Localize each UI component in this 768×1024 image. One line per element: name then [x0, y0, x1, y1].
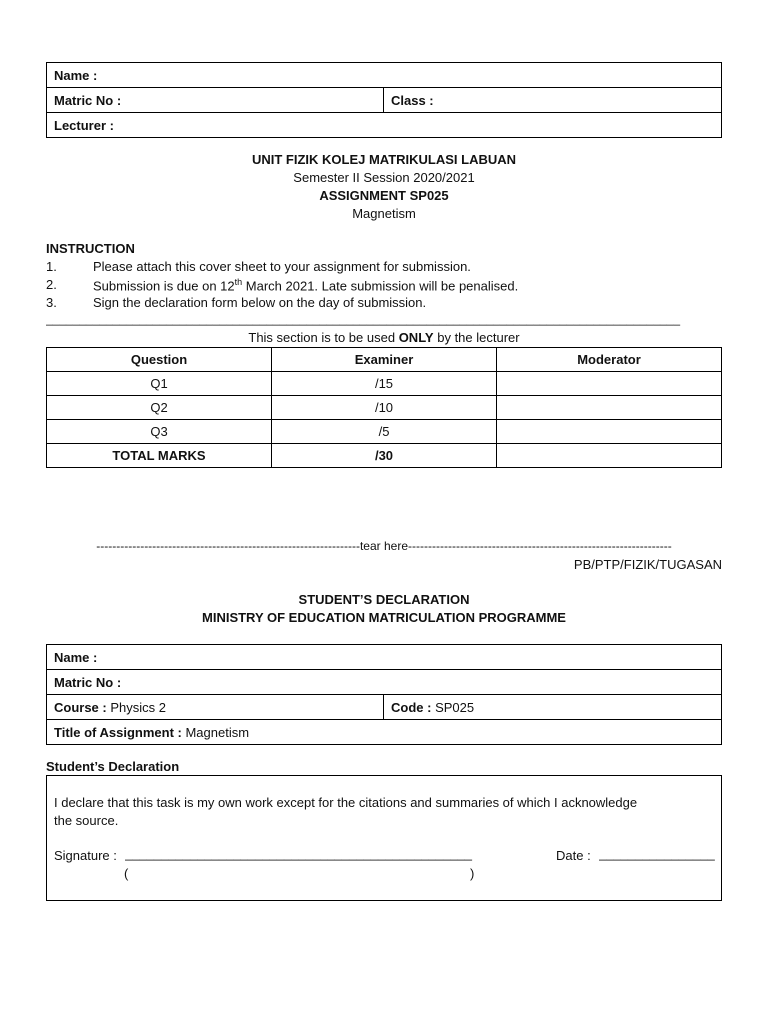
separator-line: _______________________________________________________________________________________________ [46, 312, 681, 326]
code-value: SP025 [435, 699, 475, 715]
course-code-row [47, 694, 721, 719]
course-cell [47, 695, 384, 719]
examiner-header: Examiner [272, 348, 497, 372]
question-cell: Q2 [47, 396, 272, 420]
student-declaration-heading: Student’s Declaration [46, 759, 180, 774]
examiner-cell: /5 [272, 420, 497, 444]
declaration-text-2: the source. [54, 813, 119, 828]
signature-line: ________________________________________________ [125, 846, 473, 861]
name-paren-open: ( [124, 866, 129, 881]
assignment-title-value: Magnetism [185, 724, 250, 740]
marks-header-row [47, 348, 722, 372]
student-name-row [47, 645, 721, 669]
assignment-title: ASSIGNMENT SP025 [319, 188, 449, 203]
table-row [47, 396, 722, 420]
moderator-header: Moderator [497, 348, 722, 372]
total-moderator-cell [497, 444, 722, 468]
name-row [47, 63, 721, 87]
signature-label: Signature : [54, 848, 117, 863]
code-cell [384, 695, 474, 719]
instruction-num-2: 2. [46, 277, 57, 292]
marks-table [46, 347, 722, 468]
code-label: Code : [391, 699, 432, 715]
student-form [46, 644, 722, 745]
total-row [47, 444, 722, 468]
declaration-box [46, 775, 722, 901]
instruction-item-2 [93, 277, 518, 293]
question-cell: Q3 [47, 420, 272, 444]
instruction-item-2-after: March 2021. Late submission will be penalised. [242, 278, 519, 294]
instruction-num-3: 3. [46, 295, 57, 310]
name-paren-close: ) [470, 866, 475, 881]
assignment-title-cell [47, 720, 249, 744]
session-text: Semester II Session 2020/2021 [293, 170, 475, 185]
note-only: ONLY [398, 330, 434, 345]
note-after: by the lecturer [433, 330, 520, 345]
ministry-title: MINISTRY OF EDUCATION MATRICULATION PROGRAMME [202, 610, 566, 625]
class-label: Class : [391, 92, 434, 108]
instruction-heading: INSTRUCTION [46, 241, 135, 256]
tear-line: ------------------------------------------------------------------tear here------------------------------------------------------------------ [96, 539, 672, 553]
instruction-item-3: Sign the declaration form below on the day of submission. [93, 295, 427, 310]
moderator-cell [497, 396, 722, 420]
note-before: This section is to be used [248, 330, 399, 345]
lecturer-row [47, 112, 721, 137]
topic-text: Magnetism [352, 206, 416, 221]
assignment-title-row [47, 719, 721, 744]
total-label: TOTAL MARKS [47, 444, 272, 468]
examiner-cell: /15 [272, 372, 497, 396]
date-line: ________________ [599, 846, 715, 861]
instruction-item-1: Please attach this cover sheet to your assignment for submission. [93, 259, 471, 274]
declaration-text-1: I declare that this task is my own work except for the citations and summaries of which I acknowledge [54, 795, 638, 810]
header-form [46, 62, 722, 138]
date-label: Date : [556, 848, 591, 863]
table-row [47, 372, 722, 396]
moderator-cell [497, 372, 722, 396]
question-header: Question [47, 348, 272, 372]
declaration-title: STUDENT’S DECLARATION [298, 592, 470, 607]
student-matric-label: Matric No : [54, 674, 122, 690]
table-row [47, 420, 722, 444]
student-name-label: Name : [54, 649, 98, 665]
reference-code: PB/PTP/FIZIK/TUGASAN [573, 557, 722, 572]
examiner-cell: /10 [272, 396, 497, 420]
lecturer-label: Lecturer : [54, 117, 114, 133]
course-label: Course : [54, 699, 107, 715]
assignment-title-label: Title of Assignment : [54, 724, 182, 740]
course-value: Physics 2 [110, 699, 166, 715]
name-label: Name : [54, 67, 98, 83]
moderator-cell [497, 420, 722, 444]
instruction-num-1: 1. [46, 259, 57, 274]
matric-label: Matric No : [47, 88, 384, 112]
unit-title: UNIT FIZIK KOLEJ MATRIKULASI LABUAN [251, 152, 517, 167]
lecturer-only-note [0, 330, 768, 345]
instruction-item-2-sup: th [234, 277, 243, 287]
student-matric-row [47, 669, 721, 694]
total-value: /30 [272, 444, 497, 468]
question-cell: Q1 [47, 372, 272, 396]
matric-class-row [47, 87, 721, 112]
instruction-item-2-before: Submission is due on 12 [93, 278, 235, 294]
